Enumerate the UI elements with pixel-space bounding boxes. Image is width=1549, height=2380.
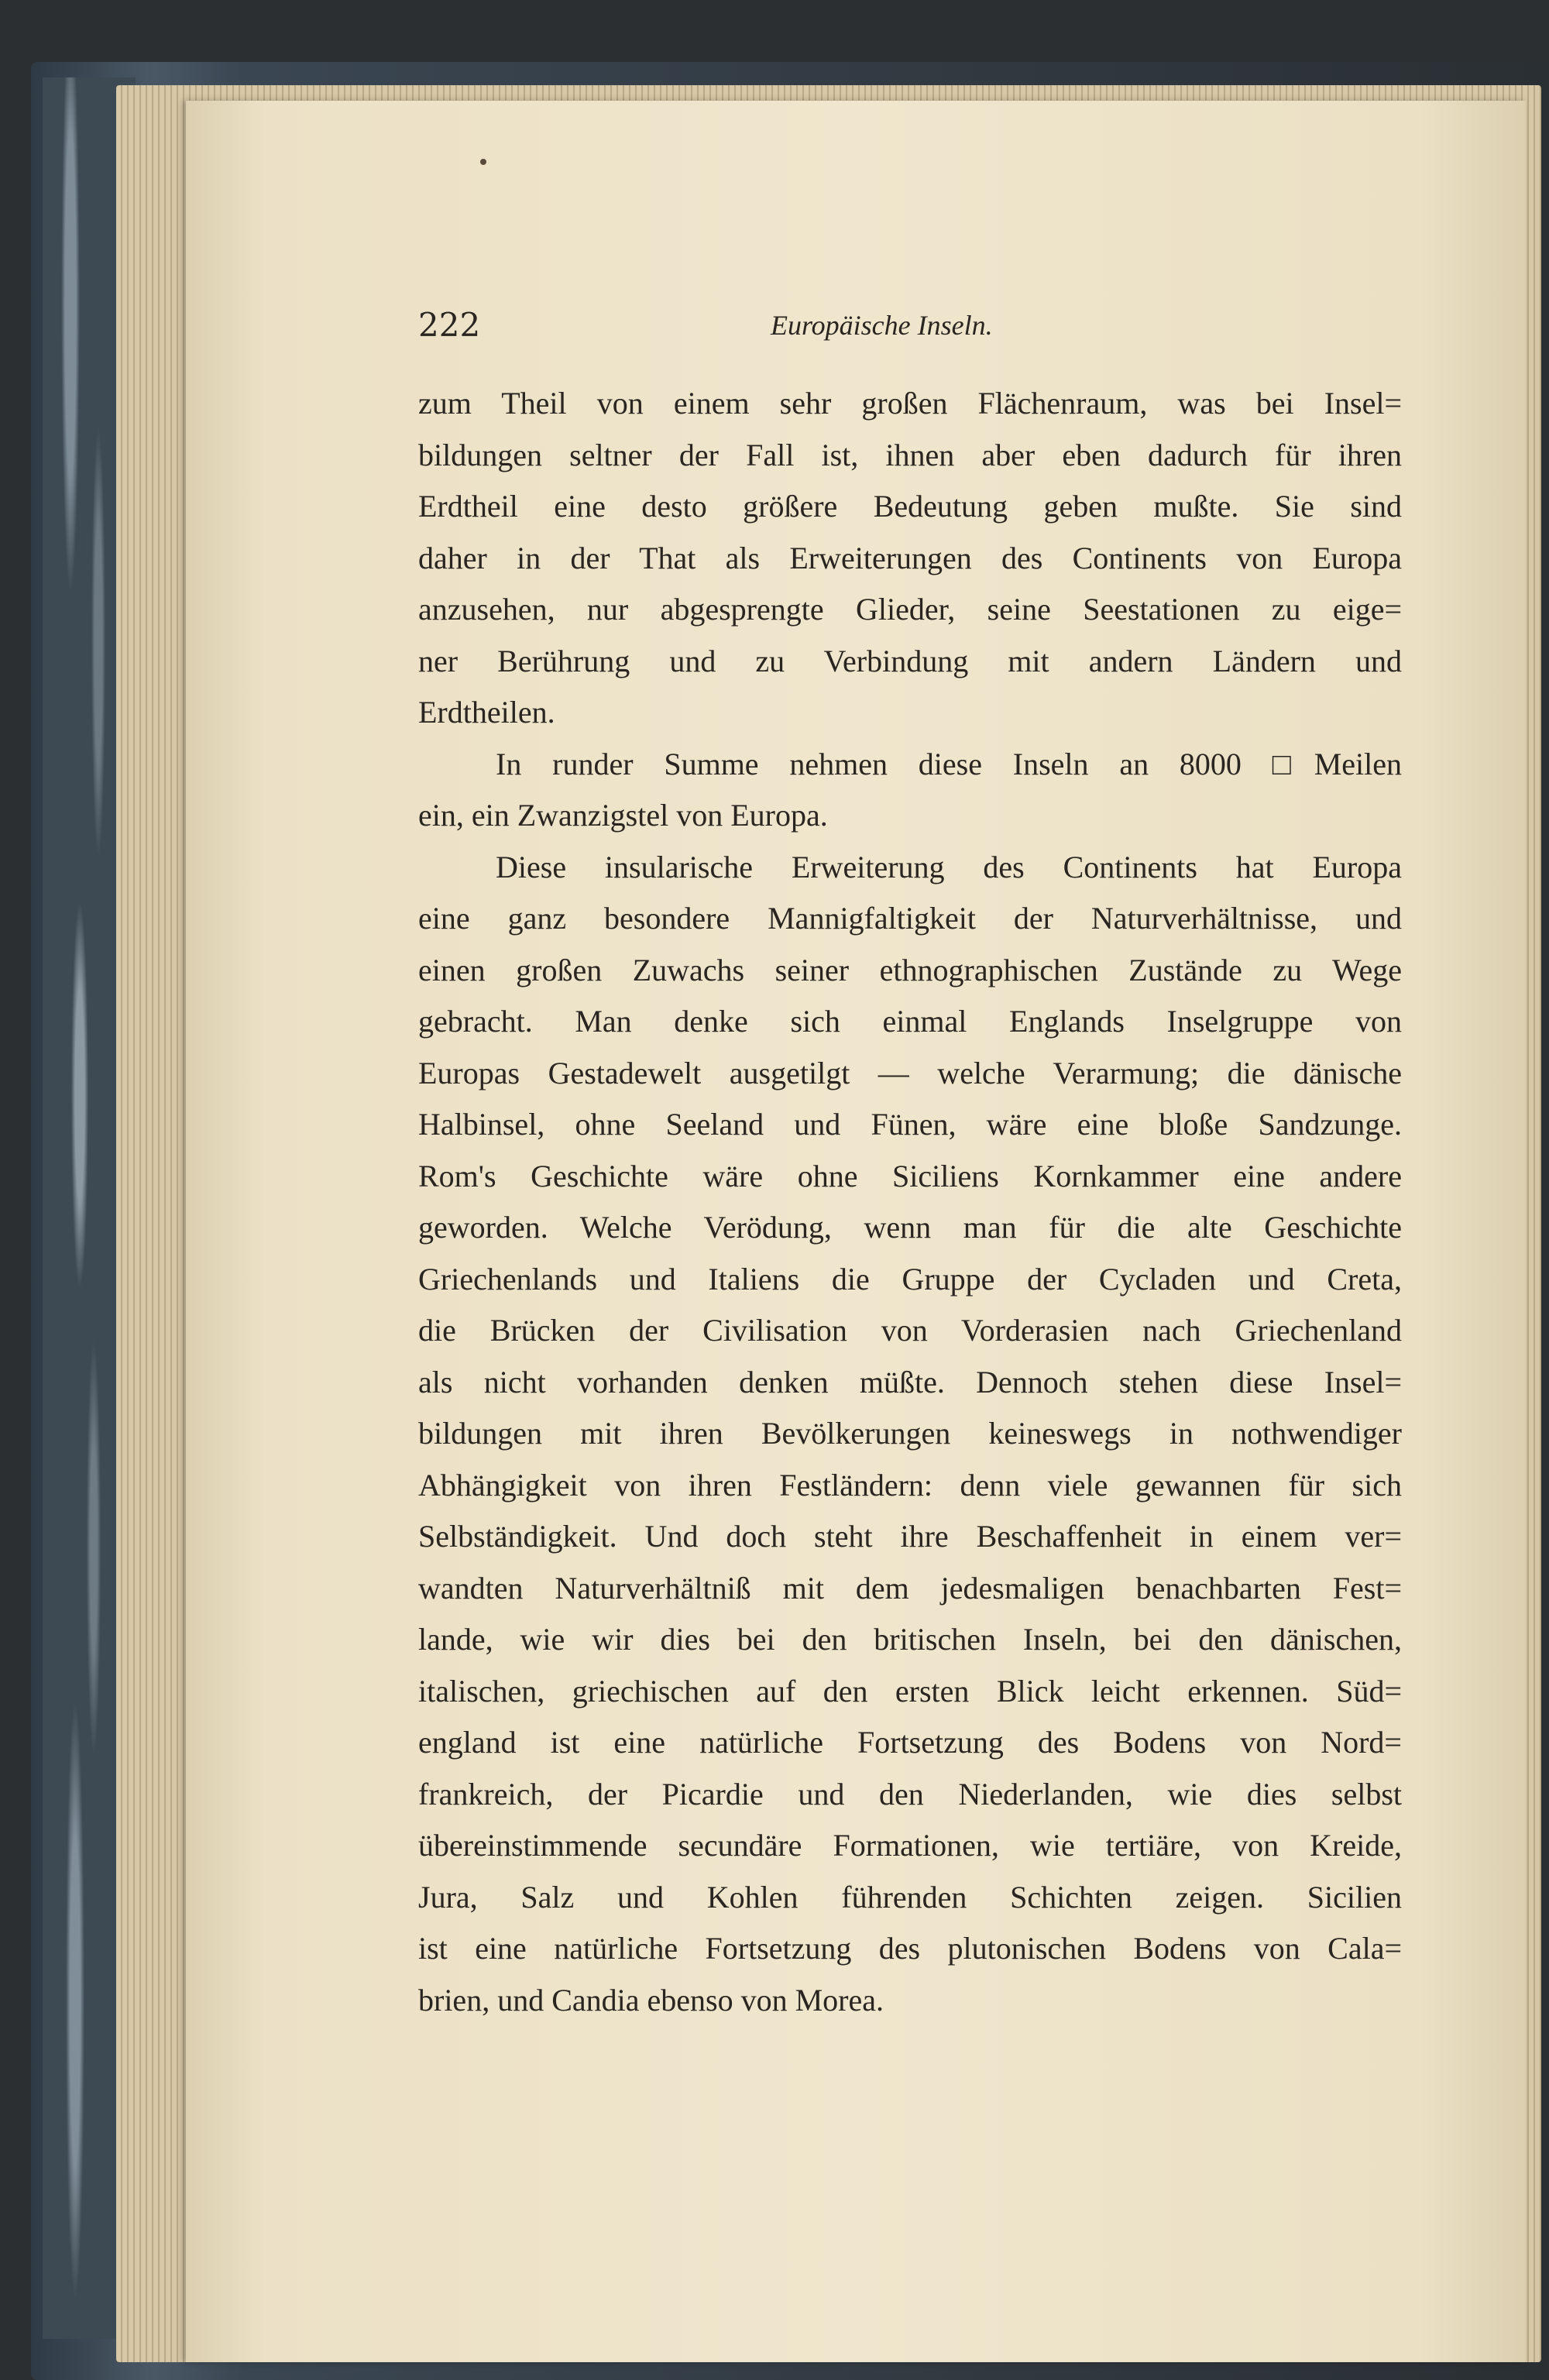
text-line: die Brücken der Civilisation von Vorderasien nach Griechenland xyxy=(418,1313,1402,1348)
text-line: brien, und Candia ebenso von Morea. xyxy=(418,1982,884,2018)
text-line: italischen, griechischen auf den ersten Blick leicht erkennen. Süd= xyxy=(418,1673,1402,1709)
text-line: Erdtheilen. xyxy=(418,695,555,730)
text-line: ein, ein Zwanzigstel von Europa. xyxy=(418,798,828,833)
text-line: Griechenlands und Italiens die Gruppe der Cycladen und Creta, xyxy=(418,1261,1402,1296)
text-line: ner Berührung und zu Verbindung mit andern Ländern und xyxy=(418,643,1402,678)
text-line: Europas Gestadewelt ausgetilgt — welche Verarmung; die dänische xyxy=(418,1055,1402,1090)
body-text xyxy=(418,378,1402,2026)
text-line: Jura, Salz und Kohlen führenden Schichten zeigen. Sicilien xyxy=(418,1879,1402,1915)
text-line: einen großen Zuwachs seiner ethnographischen Zustände zu Wege xyxy=(418,952,1402,987)
text-line: Halbinsel, ohne Seeland und Fünen, wäre eine bloße Sandzunge. xyxy=(418,1107,1402,1142)
text-line: anzusehen, nur abgesprengte Glieder, seine Seestationen zu eige= xyxy=(418,592,1402,627)
text-line: bildungen mit ihren Bevölkerungen keineswegs in nothwendiger xyxy=(418,1416,1402,1451)
text-line: wandten Naturverhältniß mit dem jedesmaligen benachbarten Fest= xyxy=(418,1570,1402,1606)
text-line: lande, wie wir dies bei den britischen Inseln, bei den dänischen, xyxy=(418,1622,1402,1657)
text-line: In runder Summe nehmen diese Inseln an 8000 □Meilen xyxy=(496,746,1402,781)
text-line: geworden. Welche Verödung, wenn man für die alte Geschichte xyxy=(418,1210,1402,1245)
text-line: gebracht. Man denke sich einmal Englands Inselgruppe von xyxy=(418,1004,1402,1039)
text-line: Erdtheil eine desto größere Bedeutung geben mußte. Sie sind xyxy=(418,489,1402,524)
text-line: frankreich, der Picardie und den Niederlanden, wie dies selbst xyxy=(418,1776,1402,1812)
text-line: Rom's Geschichte wäre ohne Siciliens Kornkammer eine andere xyxy=(418,1158,1402,1193)
text-line: ist eine natürliche Fortsetzung des plutonischen Bodens von Cala= xyxy=(418,1931,1402,1966)
text-line: bildungen seltner der Fall ist, ihnen aber eben dadurch für ihren xyxy=(418,437,1402,472)
text-line: daher in der That als Erweiterungen des Continents von Europa xyxy=(418,540,1402,575)
text-line: zum Theil von einem sehr großen Flächenraum, was bei Insel= xyxy=(418,386,1402,421)
text-line: Selbständigkeit. Und doch steht ihre Beschaffenheit in einem ver= xyxy=(418,1519,1402,1554)
text-line: eine ganz besondere Mannigfaltigkeit der Naturverhältnisse, und xyxy=(418,901,1402,936)
page-number: 222 xyxy=(418,306,481,344)
page-header xyxy=(418,306,1410,352)
text-line: Diese insularische Erweiterung des Continents hat Europa xyxy=(496,849,1402,884)
text-line: england ist eine natürliche Fortsetzung des Bodens von Nord= xyxy=(418,1725,1402,1760)
text-line: als nicht vorhanden denken müßte. Dennoch stehen diese Insel= xyxy=(418,1364,1402,1399)
running-title: Europäische Inseln. xyxy=(771,310,993,341)
text-line: übereinstimmende secundäre Formationen, wie tertiäre, von Kreide, xyxy=(418,1828,1402,1863)
ink-spot xyxy=(480,159,486,165)
text-line: Abhängigkeit von ihren Festländern: denn viele gewannen für sich xyxy=(418,1467,1402,1503)
